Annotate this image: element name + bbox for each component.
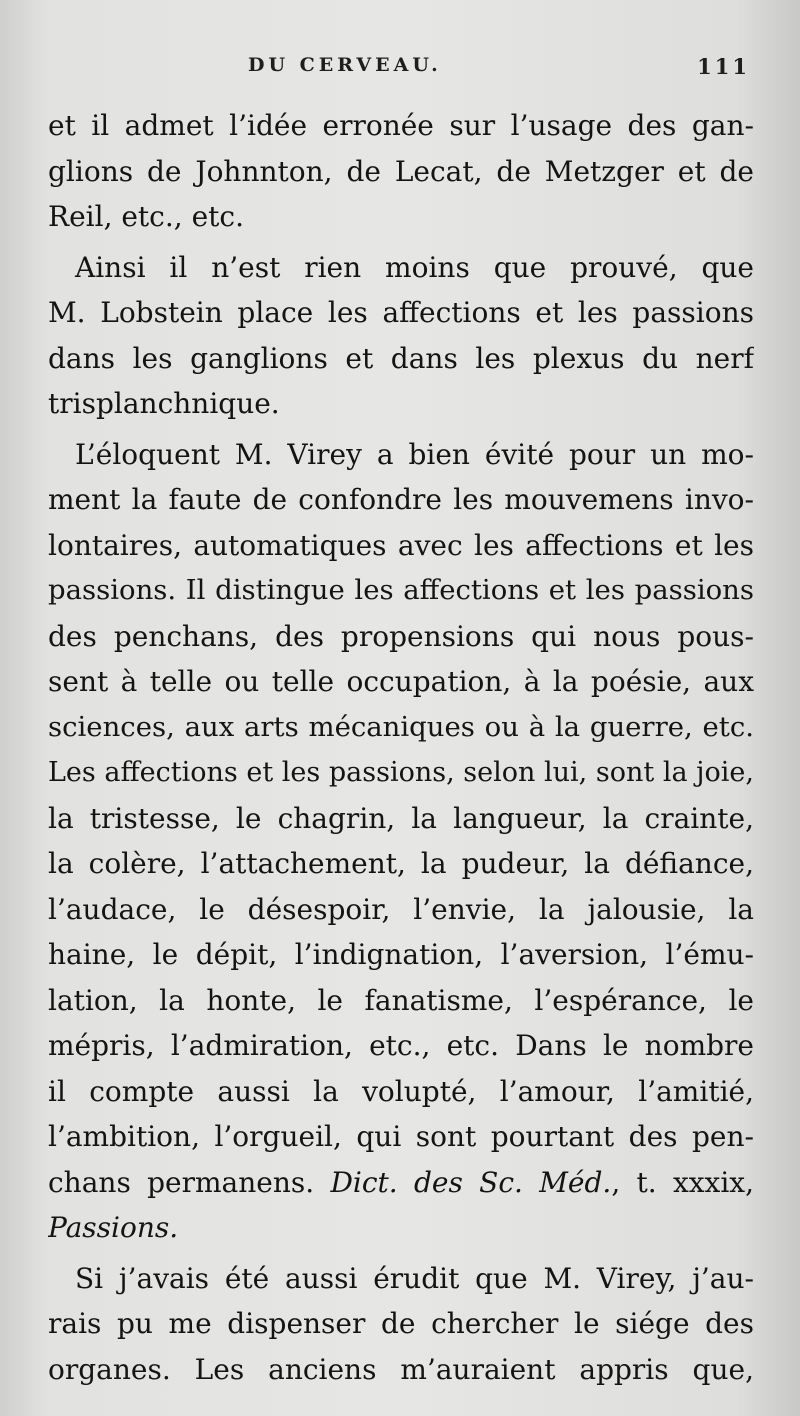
text-line: lontaires, automatiques avec les affections et les xyxy=(48,528,754,562)
text-line: glions de Johnnton, de Lecat, de Metzger et de xyxy=(48,154,754,188)
text-line: mépris, l’admiration, etc., etc. Dans le nombre xyxy=(48,1029,754,1062)
text-line: Ainsi il n’est rien moins que prouvé, que xyxy=(75,250,754,284)
text-line: haine, le dépit, l’indignation, l’aversion, l’ému- xyxy=(48,938,754,971)
text-line: il compte aussi la volupté, l’amour, l’amitié, xyxy=(48,1074,754,1108)
text-line: Les affections et les passions, selon lui, sont la joie, xyxy=(48,757,754,788)
text-line: l’audace, le désespoir, l’envie, la jalousie, la xyxy=(48,892,754,926)
page-number: 111 xyxy=(697,54,750,79)
citation-lead: chans permanens. xyxy=(48,1165,315,1199)
citation-article: Passions. xyxy=(48,1211,179,1244)
citation-volume: , t. xxxix, xyxy=(611,1165,754,1199)
text-line: trisplanchnique. xyxy=(48,387,280,420)
text-line: M. Lobstein place les affections et les passions xyxy=(48,296,754,329)
text-line: la colère, l’attachement, la pudeur, la défiance, xyxy=(48,847,754,880)
text-line: ment la faute de confondre les mouvemens invo- xyxy=(48,483,754,516)
citation-title: Dict. des Sc. Méd. xyxy=(330,1165,612,1199)
text-line: lation, la honte, le fanatisme, l’espérance, le xyxy=(48,983,754,1017)
text-line: sent à telle ou telle occupation, à la poésie, aux xyxy=(48,665,754,698)
text-line: sciences, aux arts mécaniques ou à la guerre, etc. xyxy=(48,710,754,743)
running-title: DU CERVEAU. xyxy=(248,54,442,76)
text-line: passions. Il distingue les affections et les passions xyxy=(48,574,754,606)
text-line: l’ambition, l’orgueil, qui sont pourtant des pen- xyxy=(48,1120,754,1153)
text-line: Si j’avais été aussi érudit que M. Virey, j’au- xyxy=(75,1261,754,1295)
body-text xyxy=(48,103,754,1392)
text-line: dans les ganglions et dans les plexus du nerf xyxy=(48,341,754,375)
text-line: organes. Les anciens m’auraient appris que, xyxy=(48,1352,754,1386)
text-line: et il admet l’idée erronée sur l’usage des gan- xyxy=(48,109,754,142)
text-line: rais pu me dispenser de chercher le siége des xyxy=(48,1307,754,1340)
text-line: Reil, etc., etc. xyxy=(48,200,244,233)
text-line: des penchans, des propensions qui nous pous- xyxy=(48,619,754,653)
citation-line xyxy=(48,1160,754,1206)
text-line: la tristesse, le chagrin, la langueur, la crainte, xyxy=(48,801,754,835)
text-line: L’éloquent M. Virey a bien évité pour un mo- xyxy=(75,437,754,471)
